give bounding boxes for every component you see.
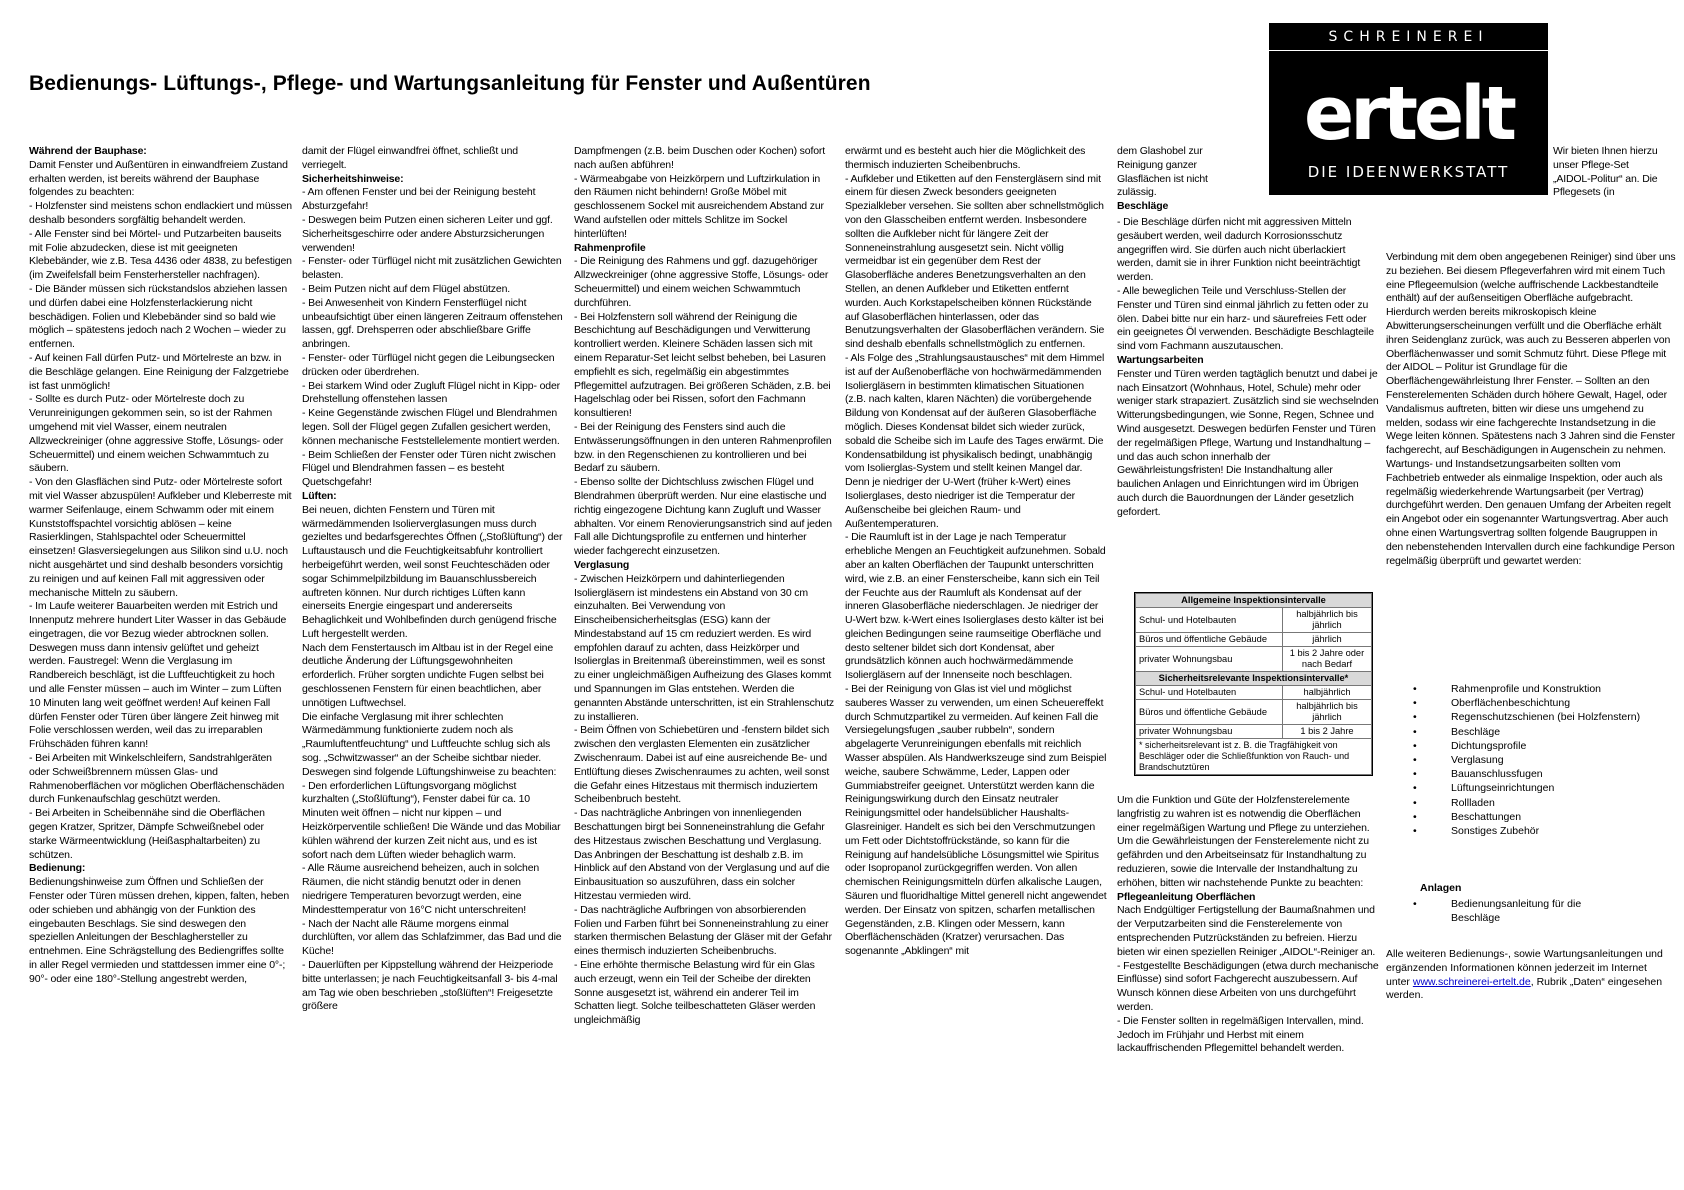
table-row — [1136, 633, 1372, 647]
table-cell: halbjährlich bis jährlich — [1283, 608, 1372, 633]
paragraph: Fenster und Türen werden tagtäglich benutzt und dabei je nach Einsatzort (Wohnhaus, Hotel, Schule) mehr oder weniger stark strapaziert. Zusätzlich sind sie wechselnden Witterungsbedingungen, wie Sonne, Regen, Schnee und Wind ausgesetzt. Deswegen bedürfen Fenster und Türen der regelmäßigen Pflege, Wartung und Instandhaltung – und das auch schon innerhalb der Gewährleistungsfristen! Die Instandhaltung aller baulichen Anlagen und Einrichtungen wird im Übrigen auch durch die Bauordnungen der Länder gesetzlich gefordert. — [1117, 367, 1379, 518]
paragraph: - Keine Gegenstände zwischen Flügel und Blendrahmen legen. Soll der Flügel gegen Zufallen gesichert werden, können mechanische Feststellelemente montiert werden. — [302, 407, 560, 447]
paragraph: erwärmt und es besteht auch hier die Möglichkeit des thermisch induzierten Scheibenbruchs. — [845, 145, 1086, 171]
paragraph: - Alle Fenster sind bei Mörtel- und Putzarbeiten bauseits mit Folie abzudecken, diese ist mit geeigneten Klebebänder, wie z.B. Tesa 4436 oder 4838, zu befestigen (im Zweifelsfall beim Fensterhersteller nachfragen). — [29, 227, 292, 282]
list-item: • Regenschutzschienen (bei Holzfenstern) — [1413, 710, 1683, 724]
heading-rahmenprofile: Rahmenprofile — [574, 241, 646, 254]
paragraph: - Bei starkem Wind oder Zugluft Flügel nicht in Kipp- oder Drehstellung offenstehen lassen — [302, 379, 560, 406]
table-row — [1136, 700, 1372, 725]
column-6-top — [1553, 145, 1668, 253]
column-3 — [574, 145, 836, 1185]
logo-subtitle-top: SCHREINEREI — [1328, 29, 1489, 45]
list-item: • Sonstiges Zubehör — [1413, 824, 1683, 838]
paragraph: Wir bieten Ihnen hierzu unser Pflege-Set „AIDOL-Politur“ an. Die Pflegesets (in — [1553, 145, 1658, 199]
heading-verglasung: Verglasung — [574, 558, 630, 571]
baugruppen-list — [1413, 682, 1683, 838]
list-item: • Beschläge — [1413, 725, 1683, 739]
paragraph: damit der Flügel einwandfrei öffnet, schließt und verriegelt. — [302, 145, 518, 171]
paragraph: Bedienungshinweise zum Öffnen und Schließen der Fenster oder Türen müssen drehen, kippen, falten, heben oder schieben und abhängig von der Funktion des eingebauten Beschlags. Sie sind deswegen den speziellen Anleitungen der Beschlaghersteller zu entnehmen. Eine Schrägstellung des Bediengriffes sollte in aller Regel vermieden und stattdessen immer eine 0°-; 90°- oder eine 180°-Stellung angestrebt werden, — [29, 876, 290, 985]
paragraph: - Als Folge des „Strahlungsaustausches“ mit dem Himmel ist auf der Außenoberfläche von hochwärmedämmenden Isoliergläsern in bestimmten klimatischen Situationen (z.B. nach kalten, klaren Nächten) die vorübergehende Bildung von Kondensat auf der äußeren Glasoberfläche möglich. Dieses Kondensat bildet sich wieder zurück, sobald die Scheibe sich im Laufe des Tages erwärmt. Die Kondensatbildung ist physikalisch bedingt, unabhängig vom Isolierglas-System und stellt keinen Mangel dar. Denn je niedriger der U-Wert (früher k-Wert) eines Isolierglases, desto niedriger ist die Temperatur der Außenscheibe bei gleichen Raum- und Außentemperaturen. — [845, 351, 1105, 530]
paragraph: - Die Bänder müssen sich rückstandslos abziehen lassen und dürfen dabei eine Holzfensterlackierung nicht beschädigen. Folien und Klebebänder sind so bald wie möglich – spätestens jedoch nach 2 Wochen – wieder zu entfernen. — [29, 282, 288, 351]
paragraph: - Eine erhöhte thermische Belastung wird für ein Glas auch erzeugt, wenn ein Teil der Scheibe der direkten Sonne ausgesetzt ist, während ein anderer Teil im Schatten liegt. Solche teilbeschatteten Gläser werden ungleichmäßig — [574, 959, 816, 1027]
list-item: • Rollladen — [1413, 796, 1683, 810]
table-cell: Büros und öffentliche Gebäude — [1136, 633, 1283, 647]
table-header: Allgemeine Inspektionsintervalle — [1136, 594, 1372, 608]
table-cell: privater Wohnungsbau — [1136, 725, 1283, 739]
paragraph: - Alle Räume ausreichend beheizen, auch in solchen Räumen, die nicht ständig benutzt oder in denen niedrigere Temperaturen bevorzugt werden, eine Mindesttemperatur von 16°C nicht unterschreiten! — [302, 862, 540, 916]
list-item: • Oberflächenbeschichtung — [1413, 696, 1683, 710]
table-cell: Büros und öffentliche Gebäude — [1136, 700, 1283, 725]
paragraph: - Dauerlüften per Kippstellung während der Heizperiode bitte unterlassen; je nach Feuchtigkeitsanfall 3- bis 4-mal am Tag wie oben beschrieben „stoßlüften“! Freigesetzte größere — [302, 959, 558, 1013]
table-footnote: * sicherheitsrelevant ist z. B. die Tragfähigkeit von Beschläger oder die Schließfunktion von Rauch- und Brandschutztüren — [1136, 739, 1372, 775]
paragraph: - Den erforderlichen Lüftungsvorgang möglichst kurzhalten („Stoßlüftung“), Fenster dabei für ca. 10 Minuten weit öffnen – nicht nur kippen – und Heizkörperventile schließen! Die Wände und das Mobiliar kühlen während der kurzen Zeit nicht aus, und es ist sofort nach dem Lüften wieder behaglich warm. — [302, 779, 561, 861]
page-title: Bedienungs- Lüftungs-, Pflege- und Wartungsanleitung für Fenster und Außentüren — [29, 72, 871, 95]
logo-divider — [1269, 50, 1548, 51]
heading-pflegeanleitung: Pflegeanleitung Oberflächen — [1117, 890, 1256, 903]
list-item: • Beschattungen — [1413, 810, 1683, 824]
list-item: • Lüftungseinrichtungen — [1413, 781, 1683, 795]
paragraph: - Aufkleber und Etiketten auf den Fenstergläsern sind mit einem für diesen Zweck besonders geeigneten Spezialkleber versehen. Sie sollten aber schnellstmöglich von den Glasscheiben entfernt werden. Insbesondere sollten die Aufkleber nicht für längere Zeit der Sonneneinstrahlung ausgesetzt sein. Nicht völlig vermeidbar ist ein gegenüber dem Rest der Glasoberfläche anderes Benetzungsverhalten an den Stellen, an denen Aufkleber und Etiketten entfernt wurden. Auch Korkstapelscheiben können Rückstände auf Glasoberflächen hinterlassen, oder das Benutzungsverhalten der Glasoberflächen verändern. Sie sind deshalb ebenfalls schnellstmöglich zu entfernen. — [845, 172, 1105, 351]
heading-lueften: Lüften: — [302, 489, 337, 502]
paragraph: - Am offenen Fenster und bei der Reinigung besteht Absturzgefahr! — [302, 186, 536, 213]
paragraph: - Deswegen beim Putzen einen sicheren Leiter und ggf. Sicherheitsgeschirre oder andere Absturzsicherungen verwenden! — [302, 213, 553, 254]
footer-text-end: , Rubrik „Daten“ eingesehen werden. — [1386, 975, 1663, 1002]
column-6 — [1386, 251, 1676, 696]
paragraph: Nach Endgültiger Fertigstellung der Baumaßnahmen und der Verputzarbeiten sind die Fensterelemente von entsprechenden Putzrückständen zu befreien. Hierzu bieten wir einen speziellen Reiniger „AIDOL“-Reiniger an. — [1117, 904, 1376, 958]
list-item: • Rahmenprofile und Konstruktion — [1413, 682, 1683, 696]
paragraph: - Beim Schließen der Fenster oder Türen nicht zwischen Flügel und Blendrahmen fassen – es besteht Quetschgefahr! — [302, 448, 556, 489]
paragraph: - Sollte es durch Putz- oder Mörtelreste doch zu Verunreinigungen gekommen sein, so ist der Rahmen umgehend mit viel Wasser, einem neutralen Allzweckreiniger (ohne aggressive Stoffe, Lösungs- oder Scheuermittel) und einem weichen Schwammtuch zu säubern. — [29, 393, 284, 475]
column-5-bottom — [1117, 794, 1379, 1109]
paragraph: - Die Raumluft ist in der Lage je nach Temperatur erhebliche Mengen an Feuchtigkeit aufzunehmen. Sobald aber an kalten Oberflächen der Taupunkt unterschritten wird, wie z.B. an einer Fensterscheibe, kann sich ein Teil der Feuchte aus der Raumluft als Kondensat auf der inneren Glasoberfläche niederschlagen. Je niedriger der U-Wert bzw. k-Wert eines Isolierglases desto kälter ist bei gleichen Bedingungen seine raumseitige Oberfläche und desto seltener bildet sich dort Kondensat, aber grundsätzlich können auch hochwärmedämmende Isoliergläsern auf der Innenseite noch beschlagen. — [845, 531, 1106, 682]
table-cell: privater Wohnungsbau — [1136, 647, 1283, 672]
footer-note — [1386, 948, 1671, 1003]
list-item: • Dichtungsprofile — [1413, 739, 1683, 753]
paragraph: Um die Funktion und Güte der Holzfensterelemente langfristig zu wahren ist es notwendig die Oberflächen einer regelmäßigen Wartung und Pflege zu unterziehen. Um die Gewährleistungen der Fensterelemente nicht zu gefährden und den Arbeitseinsatz für Instandhaltung zu reduzieren, sowie die Intervalle der Instandhaltung zu erhöhen, bitten wir nachstehende Punkte zu beachten: — [1117, 794, 1370, 889]
list-item: • Bedienungsanleitung für die Beschläge — [1413, 897, 1613, 925]
table-cell: jährlich — [1283, 633, 1372, 647]
column-2 — [302, 145, 564, 1185]
column-5-middle — [1117, 216, 1379, 576]
paragraph: - Wärmeabgabe von Heizkörpern und Luftzirkulation in den Räumen nicht behindern! Große Möbel mit geschlossenem Sockel mit ausreichendem Abstand zur Wand aufstellen oder mittels Schlitze im Sockel hinterlüften! — [574, 172, 824, 240]
paragraph: - Bei der Reinigung des Fensters sind auch die Entwässerungsöffnungen in den unteren Rahmenprofilen bzw. in den Regenschienen zu kontrollieren und bei Bedarf zu säubern. — [574, 420, 832, 475]
footer-text: Alle weiteren Bedienungs-, sowie Wartungsanleitungen und ergänzenden Informationen können jederzeit im Internet unter — [1386, 948, 1663, 988]
anlagen-list — [1413, 897, 1613, 925]
paragraph: Bei neuen, dichten Fenstern und Türen mit wärmedämmenden Isolierverglasungen muss durch gezieltes und bedarfsgerechtes Öffnen („Stoßlüftung“) der Luftaustausch und die Feuchtigkeitsabfuhr kontrolliert herbeigeführt werden, weil sonst Feuchteschäden oder sogar Schimmelpilzbildung im Bauanschlussbereich auftreten können. Nur durch richtiges Lüften kann einerseits Energie eingespart und andererseits Behaglichkeit und Wohlbefinden durch genügend frische Luft hergestellt werden. — [302, 503, 563, 640]
paragraph: - Fenster- oder Türflügel nicht mit zusätzlichen Gewichten belasten. — [302, 255, 562, 282]
list-item: • Verglasung — [1413, 753, 1683, 767]
paragraph: - Fenster- oder Türflügel nicht gegen die Leibungsecken drücken oder überdrehen. — [302, 351, 555, 378]
column-4 — [845, 145, 1107, 1185]
paragraph: - Bei Arbeiten mit Winkelschleifern, Sandstrahlgeräten oder Schweißbrennern müssen Glas- und Rahmenoberflächen vor möglichen Oberflächenschäden durch Funkenaufschlag geschützt werden. — [29, 752, 285, 806]
heading-sicherheit: Sicherheitshinweise: — [302, 172, 404, 185]
paragraph: - Von den Glasflächen sind Putz- oder Mörtelreste sofort mit viel Wasser abzuspülen! Aufkleber und Kleberreste mit warmer Seifenlauge, einem Schwamm oder mit einem Kunststoffspachtel vorsichtig ablösen – keine Rasierklingen, Stahlspachtel oder Scheuermittel einsetzen! Glasversiegelungen aus Silikon sind u.U. noch nicht ausgehärtet und sind deshalb besonders vorsichtig zu reinigen und auf keinen Fall mit aggressiven oder mechanische Mitteln zu säubern. — [29, 476, 292, 599]
company-logo — [1269, 23, 1548, 195]
paragraph: - Bei Holzfenstern soll während der Reinigung die Beschichtung auf Beschädigungen und Verwitterung kontrolliert werden. Kleinere Schäden lassen sich mit einem Reparatur-Set leicht selbst beheben, bei Lasuren empfiehlt es sich, regelmäßig ein abgestimmtes Pflegemittel aufzutragen. Bei größeren Schäden, z.B. bei Hagelschlag oder bei Rissen, sofort den Fachmann konsultieren! — [574, 310, 831, 420]
paragraph: - Festgestellte Beschädigungen (etwa durch mechanische Einflüsse) sind sofort Fachgerecht auszubessern. Auf Wunsch können diese Arbeiten von uns durchgeführt werden. — [1117, 959, 1379, 1013]
table-row — [1136, 725, 1372, 739]
paragraph: Nach dem Fenstertausch im Altbau ist in der Regel eine deutliche Änderung der Lüftungsgewohnheiten erforderlich. Früher sorgten undichte Fugen selbst bei geschlossenen Fenstern für einen beachtlichen, aber unnötigen Luftwechsel. — [302, 641, 554, 709]
table-row — [1136, 686, 1372, 700]
table-cell: 1 bis 2 Jahre oder nach Bedarf — [1283, 647, 1372, 672]
paragraph: - Bei Anwesenheit von Kindern Fensterflügel nicht unbeaufsichtigt über einen längeren Zeitraum offenstehen lassen, ggf. Drehsperren oder abschließbare Griffe anbringen. — [302, 296, 563, 351]
paragraph: - Die Reinigung des Rahmens und ggf. dazugehöriger Allzweckreiniger (ohne aggressive Stoffe, Lösungs- oder Scheuermittel) und einem weichen Schwammtuch durchführen. — [574, 255, 829, 309]
paragraph: Verbindung mit dem oben angegebenen Reiniger) sind über uns zu beziehen. Bei diesem Pflegeverfahren wird mit einem Tuch eine Pflegeemulsion (welche auffrischende Lackbestandteile enthält) auf der außenseitigen Oberfläche aufgebracht. Hierdurch werden bereits mikroskopisch kleine Abwitterungserscheinungen verfüllt und die Oberfläche erhält ihren Seidenglanz zurück, was auch zu Besseren abperlen von Oberflächenwasser und somit Schmutz führt. Diese Pflege mit der AIDOL – Politur ist Grundlage für die Oberflächengewährleistung Ihrer Fenster. – Sollten an den Fensterelementen Schäden durch höhere Gewalt, Hagel, oder Vandalismus auftreten, bitten wir diese uns umgehend zu melden, sodass wir eine fachgerechte Instandsetzung in die Wege leiten können. Spätestens nach 3 Jahren sind die Fenster fachgerecht, auf Beschädigungen in Augenschein zu nehmen. Wartungs- und Instandsetzungsarbeiten sollten vom Fachbetrieb entweder als einmalige Inspektion, oder auch als regelmäßig wiederkehrende Wartungsarbeit (per Vertrag) durchgeführt werden. Den genauen Umfang der Arbeiten regelt ein Angebot oder ein sogenannter Wartungsvertrag. Aber auch ohne einen Wartungsvertrag sollten folgende Baugruppen in den nebenstehenden Intervallen durch eine fachkundige Person regelmäßig überprüft und gewartet werden: — [1386, 251, 1676, 567]
heading-anlagen: Anlagen — [1420, 882, 1462, 894]
heading-bauphase: Während der Bauphase: — [29, 145, 147, 157]
table-header: Sicherheitsrelevante Inspektionsintervalle* — [1136, 672, 1372, 686]
paragraph: - Das nachträgliche Anbringen von innenliegenden Beschattungen birgt bei Sonneneinstrahlung die Gefahr des Hitzestaus zwischen Beschattung und Verglasung. Das Anbringen der Beschattung ist deshalb z.B. im Hinblick auf den Abstand von der Verglasung und auf die Einbausituation so auszuführen, dass ein solcher Hitzestau vermieden wird. — [574, 807, 830, 903]
paragraph: - Ebenso sollte der Dichtschluss zwischen Flügel und Blendrahmen überprüft werden. Nur eine elastische und richtig eingezogene Dichtung kann Zugluft und Wasser abhalten. Vor einem Renovierungsanstrich sind auf jeden Fall alle Dichtungsprofile zu entfernen und hinterher wieder fachgerecht einzusetzen. — [574, 476, 832, 558]
logo-subtitle-bottom: DIE IDEENWERKSTATT — [1307, 163, 1510, 181]
website-link[interactable]: www.schreinerei-ertelt.de — [1412, 975, 1531, 988]
paragraph: - Bei der Reinigung von Glas ist viel und möglichst sauberes Wasser zu verwenden, um einen Scheuereffekt durch Schmutzpartikel zu vermeiden. Auf keinen Fall die Versiegelungsfugen „sauber rubbeln“, sondern abgelagerte Verunreinigungen ebenfalls mit reichlich Wasser abspülen. Als Handwerkszeuge sind zum Beispiel weiche, saubere Schwämme, Leder, Lappen oder Gummiabstreifer geeignet. Unterstützt werden kann die Reinigungswirkung durch den Einsatz neutraler Reinigungsmittel oder handelsüblicher Haushalts-Glasreiniger. Handelt es sich bei den Verschmutzungen um Fett oder Dichtstoffrückstände, so kann für die Reinigung auf handelsübliche Lösungsmittel wie Spiritus oder Isopropanol zurückgegriffen werden. Von allen chemischen Reinigungsmitteln dürfen alkalische Laugen, Säuren und fluoridhaltige Mittel generell nicht angewendet werden. Der Einsatz von spitzen, scharfen metallischen Gegenständen, z.B. Klingen oder Messern, kann Oberflächenschäden (Kratzer) verursachen. Das sogenannte „Abklingen“ mit — [845, 683, 1107, 958]
table-cell: 1 bis 2 Jahre — [1283, 725, 1372, 739]
logo-brand: ertelt — [1304, 71, 1513, 157]
paragraph: - Zwischen Heizkörpern und dahinterliegenden Isoliergläsern ist mindestens ein Abstand von 30 cm einzuhalten. Bei Verwendung von Einscheibensicherheitsglas (ESG) kann der Mindestabstand auf 15 cm reduziert werden. Es wird empfohlen darauf zu achten, dass Heizkörper und Isolierglas in Breitenmaß übereinstimmen, weil es sonst zu einer ungleichmäßigen Aufheizung des Glases kommt und Spannungen im Glas entstehen. Werden die genannten Abstände unterschritten, ist ein Strahlenschutz zu installieren. — [574, 572, 834, 723]
table-cell: halbjährlich bis jährlich — [1283, 700, 1372, 725]
heading-wartung: Wartungsarbeiten — [1117, 353, 1204, 366]
paragraph: - Alle beweglichen Teile und Verschluss-Stellen der Fenster und Türen sind einmal jährlich zu fetten oder zu ölen. Dabei bitte nur ein harz- und säurefreies Fett oder ein geeignetes Öl verwenden. Beschädigte Beschlagteile sind vom Fachmann auszutauschen. — [1117, 284, 1374, 353]
paragraph: - Das nachträgliche Aufbringen von absorbierenden Folien und Farben führt bei Sonneneinstrahlung zu einer starken thermischen Belastung der Gläser mit der Gefahr eines thermisch induzierten Scheibenbruchs. — [574, 903, 832, 958]
table-cell: halbjährlich — [1283, 686, 1372, 700]
paragraph: Damit Fenster und Außentüren in einwandfreiem Zustand erhalten werden, ist bereits während der Bauphase folgendes zu beachten: — [29, 158, 288, 199]
table-row — [1136, 608, 1372, 633]
paragraph: - Beim Putzen nicht auf dem Flügel abstützen. — [302, 282, 511, 295]
paragraph: - Bei Arbeiten in Scheibennähe sind die Oberflächen gegen Kratzer, Spritzer, Dämpfe Schweißnebel oder starke Wärmeentwicklung (Heißasphaltarbeiten) zu schützen. — [29, 807, 265, 861]
list-item: • Bauanschlussfugen — [1413, 767, 1683, 781]
heading-bedienung: Bedienung: — [29, 862, 86, 875]
paragraph: dem Glashobel zur Reinigung ganzer Glasflächen ist nicht zulässig. — [1117, 145, 1208, 199]
table-cell: Schul- und Hotelbauten — [1136, 608, 1283, 633]
paragraph: - Im Laufe weiterer Bauarbeiten werden mit Estrich und Innenputz mehrere hundert Liter Wasser in das Gebäude eingetragen, die vor Bezug wieder abtrocknen sollen. Deswegen muss dann intensiv gelüftet und geheizt werden. Faustregel: Wenn die Verglasung im Randbereich beschlägt, ist die Luftfeuchtigkeit zu hoch und alle Fenster müssen – auch im Winter – zum Lüften 10 Minuten lang weit geöffnet werden! Auf keinen Fall dürfen Fenster oder Türen über längere Zeit hinweg mit Folie verschlossen werden, weil das zu irreparablen Frühschäden führen kann! — [29, 600, 287, 751]
heading-beschlaege: Beschläge — [1117, 200, 1169, 213]
paragraph: - Die Beschläge dürfen nicht mit aggressiven Mitteln gesäubert werden, weil dadurch Korrosionsschutz angegriffen wird. Sie dürfen auch nicht überlackiert werden, damit sie in ihrer Funktion nicht beeinträchtigt werden. — [1117, 216, 1361, 284]
paragraph: - Nach der Nacht alle Räume morgens einmal durchlüften, vor allem das Schlafzimmer, das Bad und die Küche! — [302, 917, 562, 958]
column-1 — [29, 145, 292, 1185]
table-cell: Schul- und Hotelbauten — [1136, 686, 1283, 700]
paragraph: - Beim Öffnen von Schiebetüren und -fenstern bildet sich zwischen den verglasten Elementen ein zusätzlicher Zwischenraum. Dabei ist auf eine ausreichende Be- und Entlüftung dieses Zwischenraumes zu achten, weil sonst die Gefahr eines Hitzestaus mit thermisch induziertem Scheibenbruch besteht. — [574, 724, 830, 806]
inspection-intervals-table — [1134, 592, 1373, 776]
paragraph: - Holzfenster sind meistens schon endlackiert und müssen deshalb besonders sorgfältig behandelt werden. — [29, 200, 292, 226]
paragraph: - Auf keinen Fall dürfen Putz- und Mörtelreste an bzw. in die Beschläge gelangen. Eine Reinigung der Falzgetriebe ist fast unmöglich! — [29, 351, 289, 392]
table-row — [1136, 647, 1372, 672]
paragraph: Die einfache Verglasung mit ihrer schlechten Wärmedämmung funktionierte zudem noch als „Raumluftentfeuchtung“ und Luftfeuchte schlug sich als sog. „Schwitzwasser“ an der Scheibe sichtbar nieder. Deswegen sind folgende Lüftungshinweise zu beachten: — [302, 710, 557, 778]
paragraph: Dampfmengen (z.B. beim Duschen oder Kochen) sofort nach außen abführen! — [574, 145, 826, 171]
paragraph: - Die Fenster sollten in regelmäßigen Intervallen, mind. Jedoch im Frühjahr und Herbst mit einem lackauffrischenden Pflegemittel behandelt werden. — [1117, 1014, 1364, 1055]
